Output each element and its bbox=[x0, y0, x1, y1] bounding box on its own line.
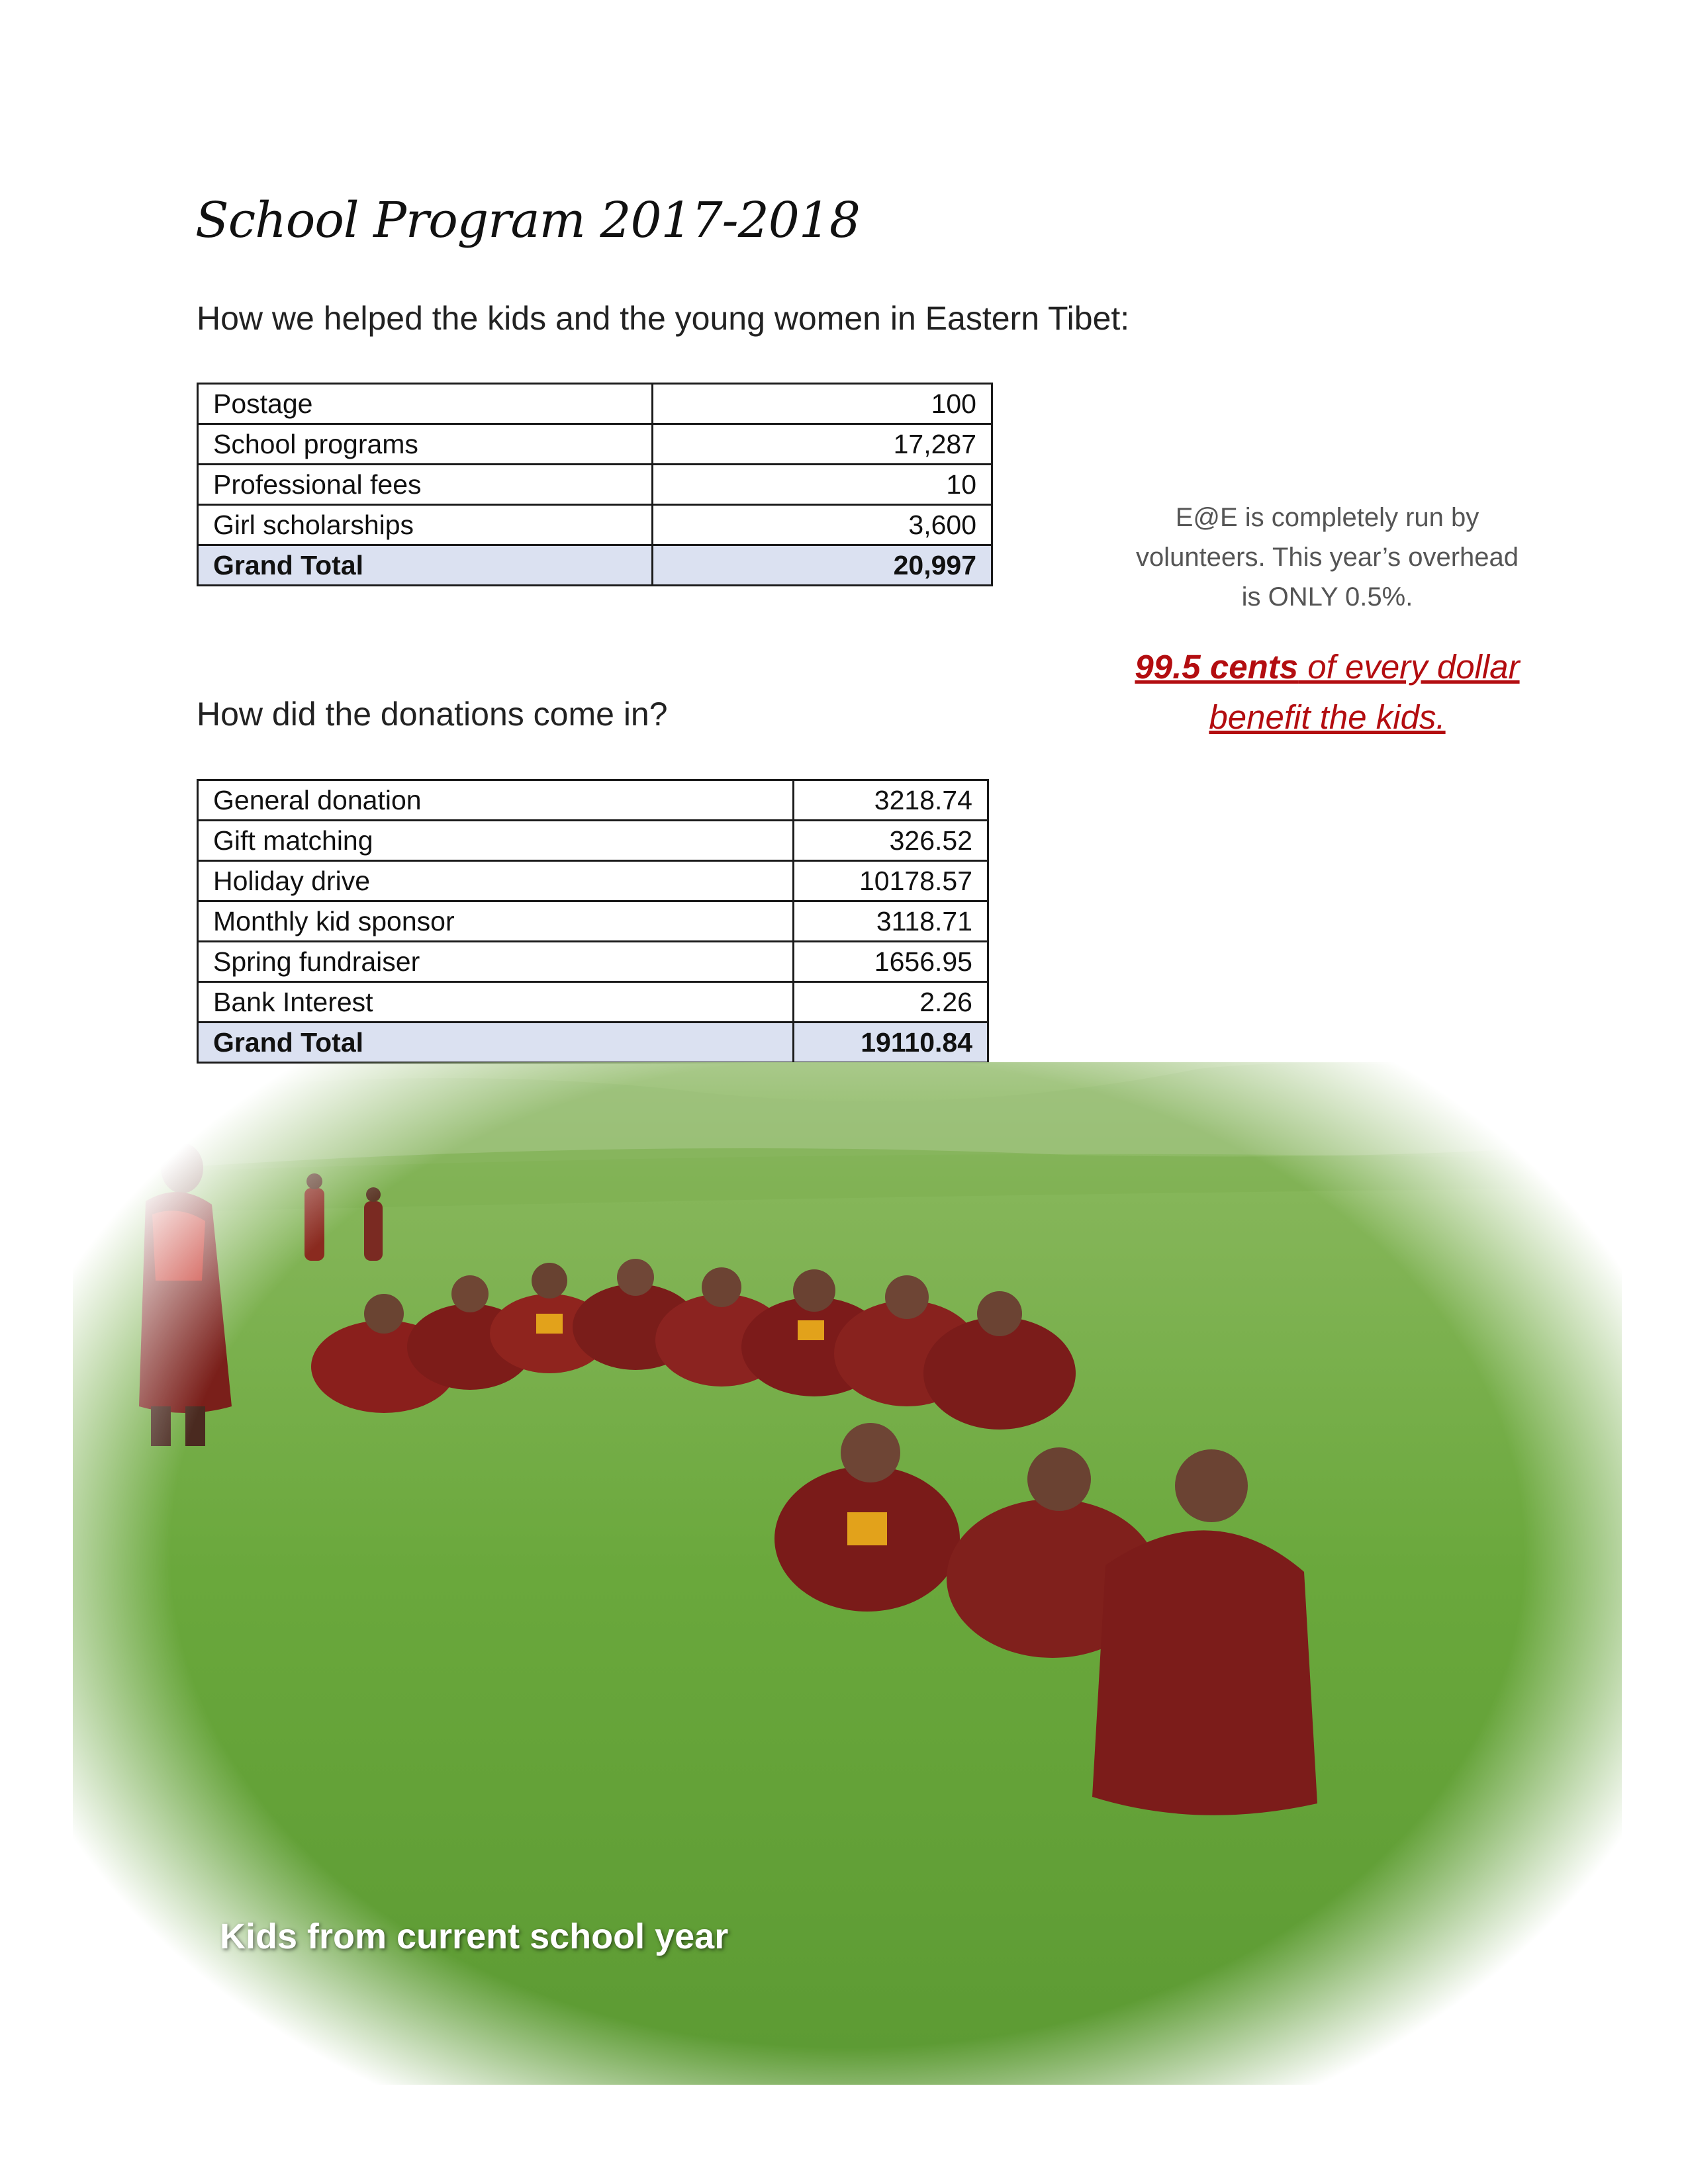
grand-total-row bbox=[198, 545, 992, 586]
note-line: is ONLY 0.5%. bbox=[1241, 582, 1413, 612]
row-value: 17,287 bbox=[653, 424, 992, 465]
donations-heading: How did the donations come in? bbox=[197, 696, 668, 733]
grand-total-row bbox=[198, 1023, 988, 1063]
row-value: 10 bbox=[653, 465, 992, 505]
row-value: 2.26 bbox=[794, 982, 988, 1023]
row-label: Girl scholarships bbox=[198, 505, 653, 545]
callout-highlight: 99.5 cents bbox=[1135, 648, 1299, 686]
row-value: 1656.95 bbox=[794, 942, 988, 982]
row-label: General donation bbox=[198, 780, 794, 821]
note-line: E@E is completely run by bbox=[1175, 503, 1479, 532]
total-label: Grand Total bbox=[198, 1023, 794, 1063]
table-row bbox=[198, 942, 988, 982]
table-row bbox=[198, 861, 988, 901]
callout-text: of every dollar bbox=[1298, 648, 1520, 686]
row-label: Professional fees bbox=[198, 465, 653, 505]
row-label: Postage bbox=[198, 384, 653, 424]
table-row bbox=[198, 821, 988, 861]
table-row bbox=[198, 505, 992, 545]
row-value: 3218.74 bbox=[794, 780, 988, 821]
row-label: Holiday drive bbox=[198, 861, 794, 901]
page-title: School Program 2017-2018 bbox=[195, 192, 861, 249]
note-line: volunteers. This year’s overhead bbox=[1135, 543, 1519, 572]
row-label: Spring fundraiser bbox=[198, 942, 794, 982]
row-label: Gift matching bbox=[198, 821, 794, 861]
expenses-table bbox=[197, 383, 993, 586]
row-label: Monthly kid sponsor bbox=[198, 901, 794, 942]
table-row bbox=[198, 424, 992, 465]
row-value: 10178.57 bbox=[794, 861, 988, 901]
photo-caption: Kids from current school year bbox=[220, 1917, 729, 1956]
row-value: 3118.71 bbox=[794, 901, 988, 942]
table-row bbox=[198, 780, 988, 821]
volunteer-note bbox=[1102, 498, 1552, 617]
table-row bbox=[198, 901, 988, 942]
donations-table bbox=[197, 779, 989, 1064]
row-value: 326.52 bbox=[794, 821, 988, 861]
table-row bbox=[198, 465, 992, 505]
table-row bbox=[198, 982, 988, 1023]
row-value: 100 bbox=[653, 384, 992, 424]
table-row bbox=[198, 384, 992, 424]
benefit-callout bbox=[1086, 642, 1569, 743]
total-value: 19110.84 bbox=[794, 1023, 988, 1063]
callout-text-line2: benefit the kids. bbox=[1209, 698, 1446, 736]
row-label: Bank Interest bbox=[198, 982, 794, 1023]
row-label: School programs bbox=[198, 424, 653, 465]
expenses-heading: How we helped the kids and the young women in Eastern Tibet: bbox=[197, 300, 1130, 337]
row-value: 3,600 bbox=[653, 505, 992, 545]
total-value: 20,997 bbox=[653, 545, 992, 586]
total-label: Grand Total bbox=[198, 545, 653, 586]
